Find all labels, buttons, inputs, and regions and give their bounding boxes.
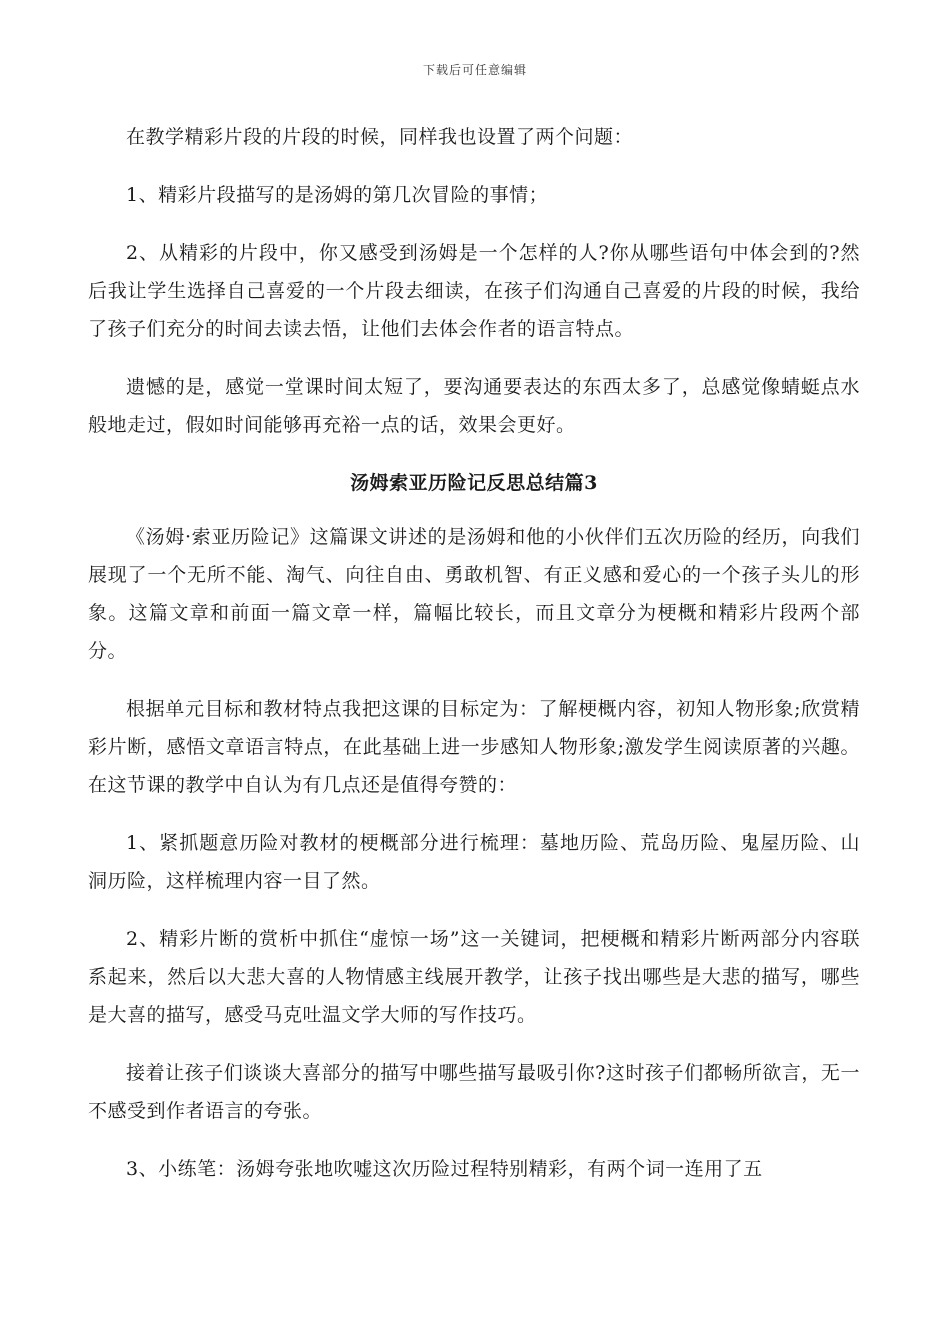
paragraph: 遗憾的是，感觉一堂课时间太短了，要沟通要表达的东西太多了，总感觉像蜻蜓点水般地走过，假如时间能够再充裕一点的话，效果会更好。 — [88, 376, 860, 436]
paragraph: 2、从精彩的片段中，你又感受到汤姆是一个怎样的人?你从哪些语句中体会到的?然后我让学生选择自己喜爱的一个片段去细读，在孩子们沟通自己喜爱的片段的时候，我给了孩子们充分的时间去读去悟，让他们去体会作者的语言特点。 — [88, 242, 860, 340]
page-header: 下载后可任意编辑 — [422, 63, 527, 77]
paragraph: 2、精彩片断的赏析中抓住“虚惊一场”这一关键词，把梗概和精彩片断两部分内容联系起来，然后以大悲大喜的人物情感主线展开教学，让孩子找出哪些是大悲的描写，哪些是大喜的描写，感受马克吐温文学大师的写作技巧。 — [88, 928, 860, 1026]
paragraph: 接着让孩子们谈谈大喜部分的描写中哪些描写最吸引你?这时孩子们都畅所欲言，无一不感受到作者语言的夸张。 — [88, 1062, 860, 1122]
paragraph: 在教学精彩片段的片段的时候，同样我也设置了两个问题： — [126, 126, 634, 148]
paragraph: 根据单元目标和教材特点我把这课的目标定为：了解梗概内容，初知人物形象;欣赏精彩片断，感悟文章语言特点，在此基础上进一步感知人物形象;激发学生阅读原著的兴趣。在这节课的教学中自认为有几点还是值得夸赞的： — [88, 698, 860, 796]
paragraph: 1、紧抓题意历险对教材的梗概部分进行梳理：墓地历险、荒岛历险、鬼屋历险、山洞历险，这样梳理内容一目了然。 — [88, 832, 860, 892]
paragraph: 1、精彩片段描写的是汤姆的第几次冒险的事情； — [126, 184, 549, 206]
section-title: 汤姆索亚历险记反思总结篇3 — [350, 472, 598, 494]
paragraph: 3、小练笔：汤姆夸张地吹嘘这次历险过程特别精彩，有两个词一连用了五 — [126, 1158, 763, 1180]
document-body — [88, 118, 860, 1208]
paragraph: 《汤姆·索亚历险记》这篇课文讲述的是汤姆和他的小伙伴们五次历险的经历，向我们展现了一个无所不能、淘气、向往自由、勇敢机智、有正义感和爱心的一个孩子头儿的形象。这篇文章和前面一篇文章一样，篇幅比较长，而且文章分为梗概和精彩片段两个部分。 — [88, 526, 860, 662]
